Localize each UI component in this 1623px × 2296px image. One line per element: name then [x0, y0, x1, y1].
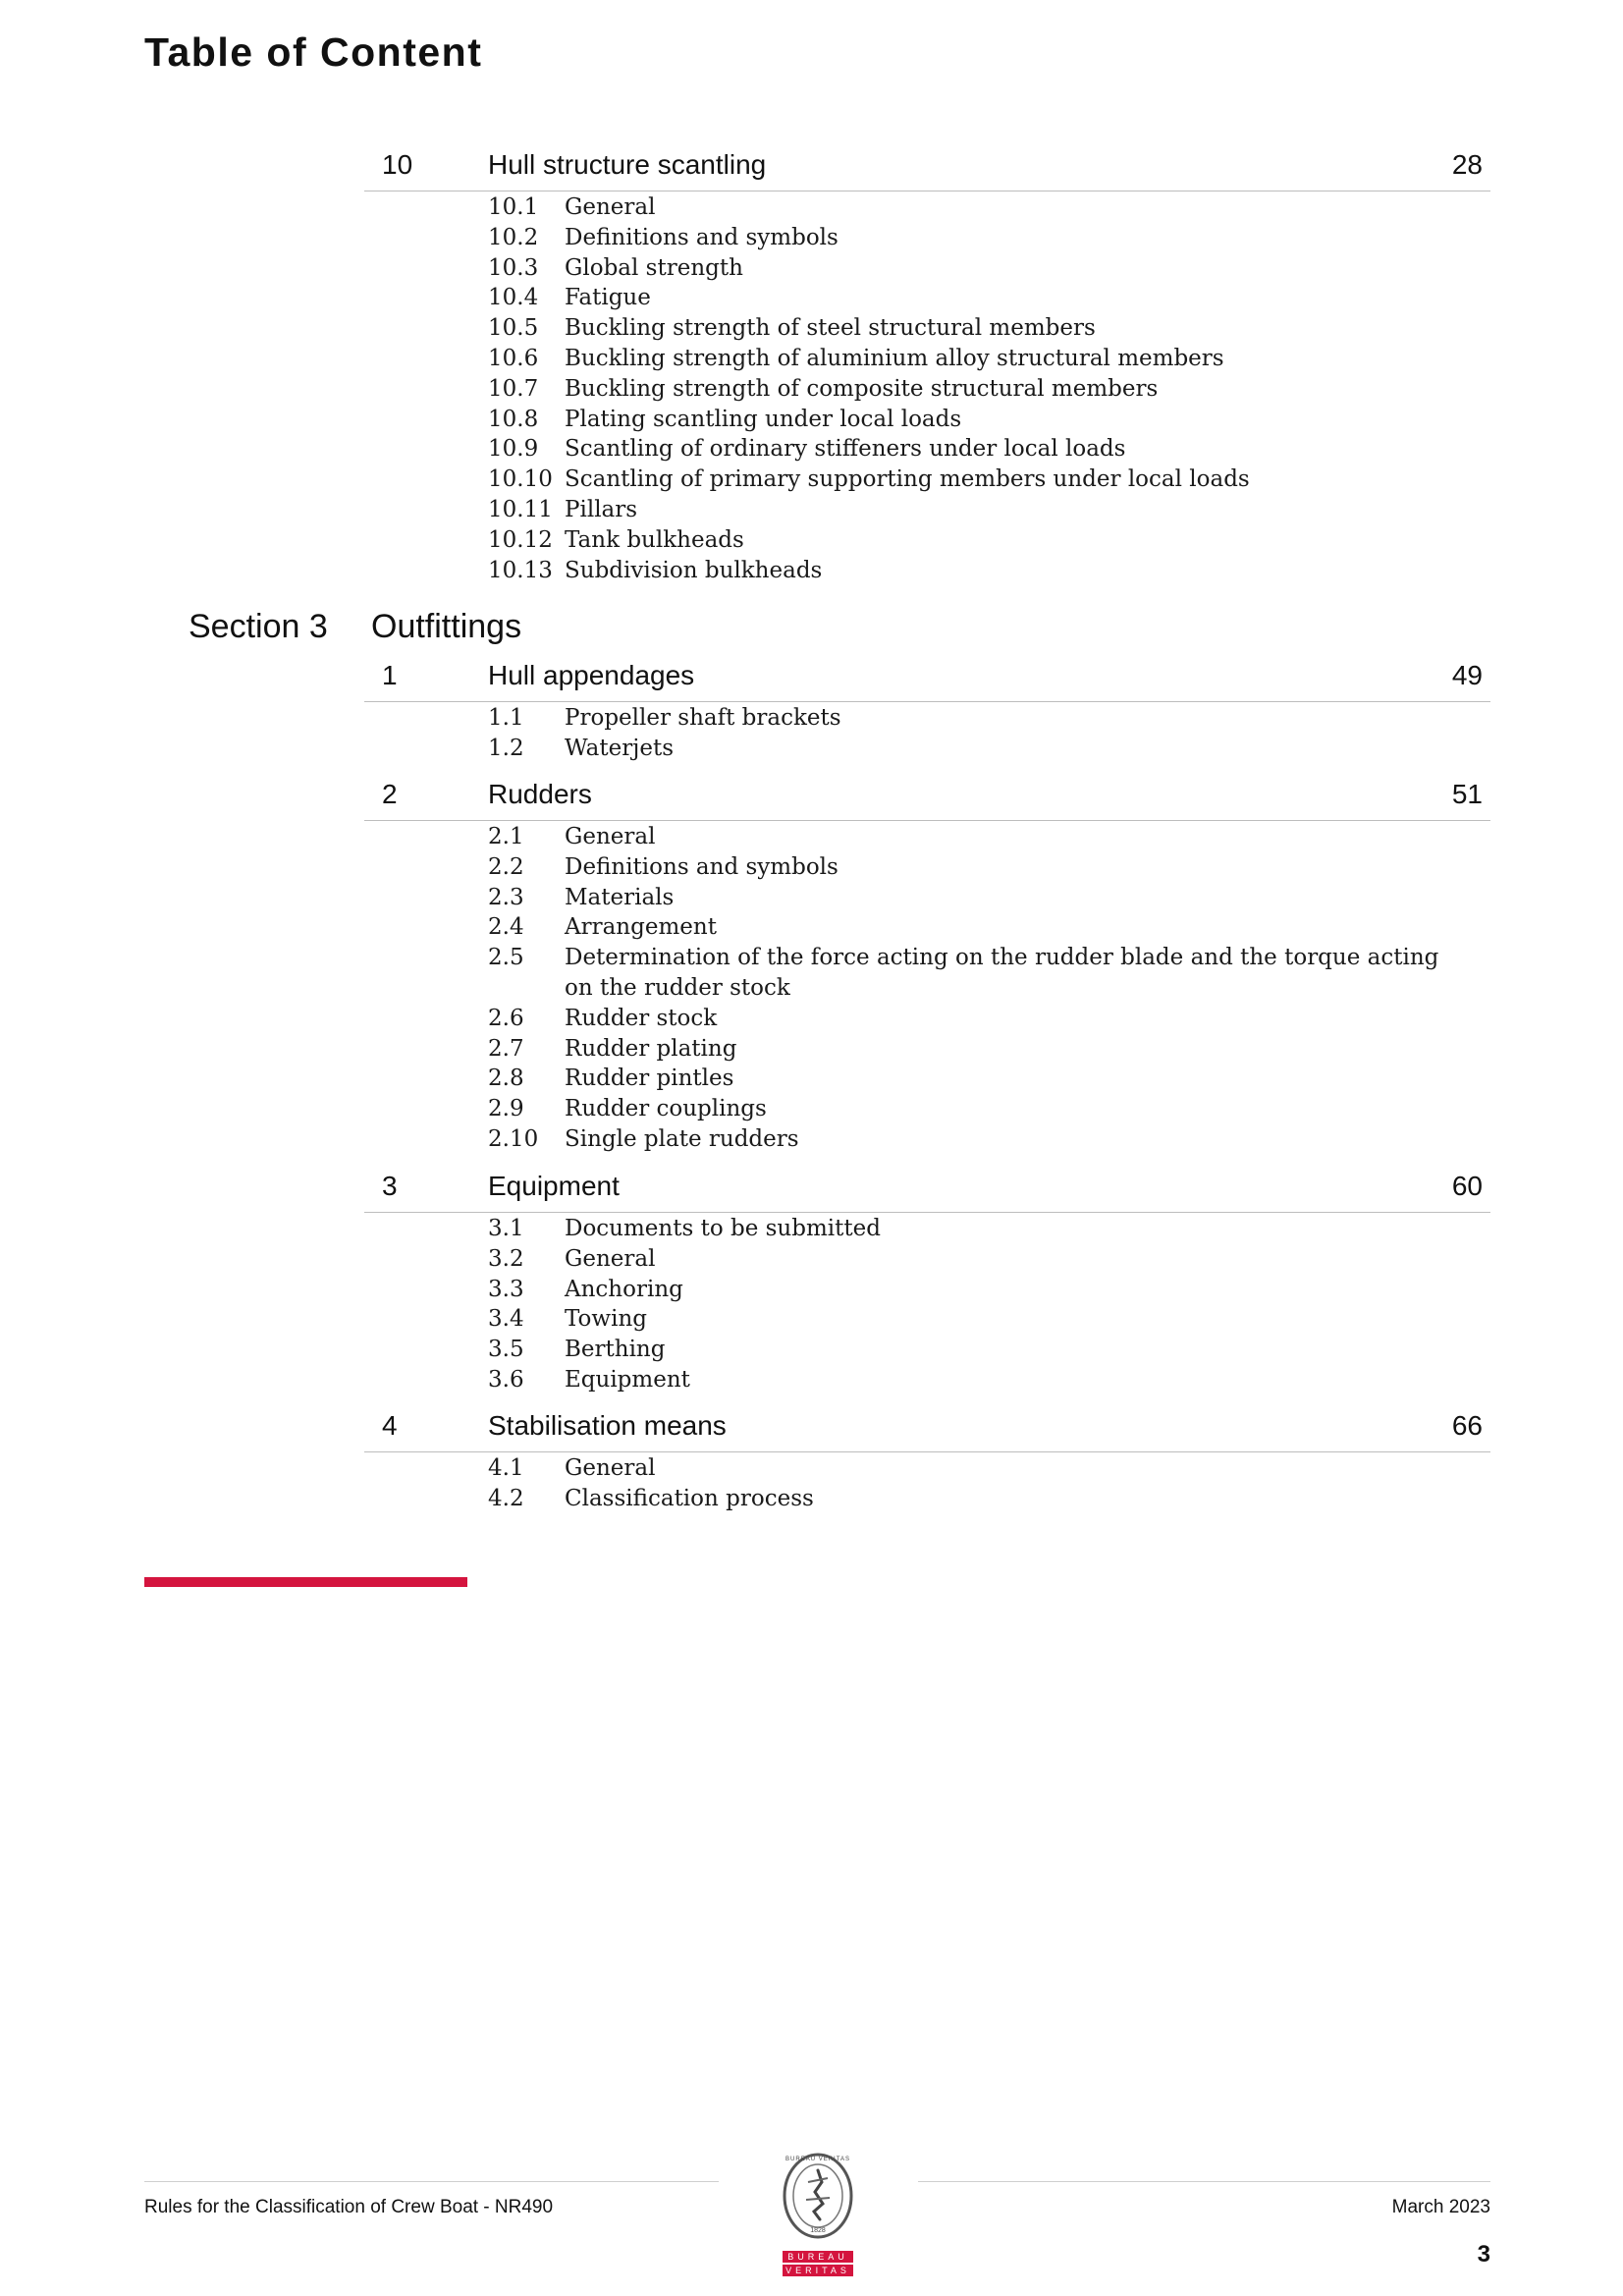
subsection-item[interactable]	[488, 1004, 1489, 1034]
chapter-number: 10	[382, 149, 413, 180]
subsection-title: Equipment	[565, 1366, 690, 1393]
subsection-title: Rudder pintles	[565, 1066, 734, 1092]
subsection-number: 4.1	[488, 1455, 524, 1481]
subsection-title: Rudder couplings	[565, 1096, 767, 1122]
subsection-title: Rudder plating	[565, 1035, 737, 1062]
subsection-number: 10.12	[488, 526, 553, 553]
footer-date: March 2023	[1391, 2197, 1490, 2217]
subsection-item[interactable]	[488, 374, 1489, 405]
chapter-page-number: 60	[1451, 1171, 1483, 1201]
section-title[interactable]: Outfittings	[371, 608, 522, 645]
chapter-title: Hull structure scantling	[488, 149, 767, 180]
subsection-list-3	[488, 1214, 1489, 1395]
subsection-title: Documents to be submitted	[565, 1216, 881, 1241]
subsection-title: Arrangement	[565, 914, 717, 941]
subsection-list-2	[488, 822, 1489, 1155]
subsection-item[interactable]	[488, 912, 1489, 943]
subsection-item[interactable]	[488, 883, 1489, 913]
subsection-item[interactable]	[488, 1304, 1489, 1335]
chapter-heading-1[interactable]	[364, 650, 1490, 702]
subsection-item[interactable]	[488, 253, 1489, 284]
subsection-title: Scantling of ordinary stiffeners under local loads	[565, 436, 1126, 463]
subsection-number: 10.3	[488, 254, 539, 281]
subsection-title: General	[565, 824, 656, 849]
subsection-item[interactable]	[488, 525, 1489, 556]
subsection-number: 2.2	[488, 853, 524, 880]
logo-bottom-line1: BUREAU	[787, 2252, 848, 2262]
subsection-item[interactable]	[488, 1335, 1489, 1365]
subsection-number: 10.4	[488, 285, 539, 311]
chapter-title: Equipment	[488, 1171, 620, 1201]
subsection-item[interactable]	[488, 283, 1489, 313]
chapter-heading-3[interactable]	[364, 1161, 1490, 1213]
subsection-number: 3.2	[488, 1245, 524, 1272]
subsection-number: 10.6	[488, 345, 539, 371]
subsection-title: Propeller shaft brackets	[565, 705, 841, 731]
section-label: Section 3	[189, 608, 328, 645]
subsection-item[interactable]	[488, 313, 1489, 344]
subsection-title: Rudder stock	[565, 1005, 718, 1031]
subsection-title: Determination of the force acting on the rudder blade and the torque acting on the rudder stock	[565, 945, 1439, 1001]
subsection-number: 10.8	[488, 406, 539, 432]
subsection-number: 2.4	[488, 914, 524, 941]
subsection-title: Tank bulkheads	[565, 526, 744, 553]
subsection-number: 10.10	[488, 466, 553, 493]
subsection-item[interactable]	[488, 223, 1489, 253]
subsection-item[interactable]	[488, 465, 1489, 495]
subsection-item[interactable]	[488, 434, 1489, 465]
subsection-item[interactable]	[488, 1244, 1489, 1275]
subsection-item[interactable]	[488, 495, 1489, 525]
subsection-item[interactable]	[488, 1034, 1489, 1065]
subsection-number: 1.1	[488, 705, 524, 731]
subsection-number: 2.9	[488, 1096, 524, 1122]
subsection-title: Pillars	[565, 496, 638, 522]
subsection-title: Materials	[565, 884, 675, 910]
subsection-title: General	[565, 194, 656, 220]
subsection-number: 2.10	[488, 1125, 539, 1152]
logo-year: 1828	[810, 2227, 826, 2234]
footer-rule-left	[144, 2181, 719, 2182]
chapter-heading-4[interactable]	[364, 1400, 1490, 1452]
subsection-title: Anchoring	[565, 1276, 683, 1302]
subsection-item[interactable]	[488, 192, 1489, 223]
subsection-item[interactable]	[488, 703, 1489, 734]
subsection-item[interactable]	[488, 344, 1489, 374]
subsection-item[interactable]	[488, 734, 1489, 764]
subsection-number: 2.6	[488, 1005, 524, 1031]
subsection-list-4	[488, 1453, 1489, 1514]
subsection-item[interactable]	[488, 1094, 1489, 1124]
subsection-number: 2.1	[488, 824, 524, 849]
subsection-number: 10.13	[488, 557, 553, 583]
subsection-title: Scantling of primary supporting members under local loads	[565, 466, 1250, 493]
subsection-title: Definitions and symbols	[565, 224, 839, 250]
chapter-title: Rudders	[488, 779, 592, 809]
subsection-list-1	[488, 703, 1489, 764]
chapter-heading-10[interactable]	[364, 139, 1490, 191]
chapter-page-number: 28	[1451, 149, 1483, 180]
chapter-page-number: 49	[1451, 660, 1483, 690]
subsection-number: 2.5	[488, 945, 524, 971]
subsection-number: 3.1	[488, 1216, 524, 1241]
subsection-item[interactable]	[488, 852, 1489, 883]
subsection-item[interactable]	[488, 1365, 1489, 1395]
subsection-number: 10.1	[488, 194, 539, 220]
subsection-title: Buckling strength of composite structural members	[565, 375, 1159, 402]
subsection-item[interactable]	[488, 1214, 1489, 1244]
subsection-item[interactable]	[488, 822, 1489, 852]
subsection-number: 10.11	[488, 496, 553, 522]
subsection-title: Definitions and symbols	[565, 853, 839, 880]
page-title: Table of Content	[144, 29, 483, 75]
subsection-item[interactable]	[488, 405, 1489, 435]
subsection-title: Single plate rudders	[565, 1125, 799, 1152]
subsection-item[interactable]	[488, 1275, 1489, 1305]
chapter-title: Stabilisation means	[488, 1410, 727, 1441]
subsection-number: 3.6	[488, 1366, 524, 1393]
subsection-title: General	[565, 1245, 656, 1272]
subsection-number: 10.7	[488, 375, 539, 402]
subsection-item[interactable]	[488, 556, 1489, 586]
footer-document-title: Rules for the Classification of Crew Boat - NR490	[144, 2197, 554, 2217]
subsection-number: 10.5	[488, 315, 539, 342]
subsection-title: Classification process	[565, 1485, 814, 1511]
page-number: 3	[1477, 2241, 1490, 2268]
chapter-page-number: 66	[1451, 1410, 1483, 1441]
subsection-title: Towing	[565, 1306, 647, 1333]
subsection-number: 3.5	[488, 1337, 524, 1363]
subsection-title: Global strength	[565, 254, 743, 281]
subsection-item[interactable]	[488, 943, 1489, 1004]
subsection-number: 3.4	[488, 1306, 524, 1333]
subsection-title: Fatigue	[565, 285, 651, 311]
subsection-number: 10.2	[488, 224, 539, 250]
logo-top-text: BUREAU VERITAS	[785, 2157, 850, 2162]
subsection-item[interactable]	[488, 1484, 1489, 1514]
subsection-title: Plating scantling under local loads	[565, 406, 962, 432]
subsection-list-10	[488, 192, 1489, 585]
subsection-title: Buckling strength of aluminium alloy structural members	[565, 345, 1224, 371]
footer-rule-right	[918, 2181, 1490, 2182]
accent-bar	[144, 1577, 467, 1587]
subsection-title: Subdivision bulkheads	[565, 557, 823, 583]
subsection-title: Berthing	[565, 1337, 666, 1363]
subsection-item[interactable]	[488, 1124, 1489, 1155]
logo-bottom-line2: VERITAS	[785, 2266, 850, 2275]
subsection-number: 2.3	[488, 884, 524, 910]
chapter-number: 3	[382, 1171, 398, 1201]
subsection-item[interactable]	[488, 1453, 1489, 1484]
chapter-page-number: 51	[1451, 779, 1483, 809]
chapter-number: 2	[382, 779, 398, 809]
subsection-number: 1.2	[488, 735, 524, 761]
subsection-title: Buckling strength of steel structural members	[565, 315, 1096, 342]
chapter-heading-2[interactable]	[364, 769, 1490, 821]
subsection-number: 4.2	[488, 1485, 524, 1511]
subsection-number: 2.7	[488, 1035, 524, 1062]
subsection-number: 2.8	[488, 1066, 524, 1092]
subsection-title: Waterjets	[565, 735, 674, 761]
subsection-item[interactable]	[488, 1064, 1489, 1094]
chapter-title: Hull appendages	[488, 660, 695, 690]
subsection-number: 10.9	[488, 436, 539, 463]
chapter-number: 1	[382, 660, 398, 690]
subsection-title: General	[565, 1455, 656, 1481]
subsection-number: 3.3	[488, 1276, 524, 1302]
chapter-number: 4	[382, 1410, 398, 1441]
